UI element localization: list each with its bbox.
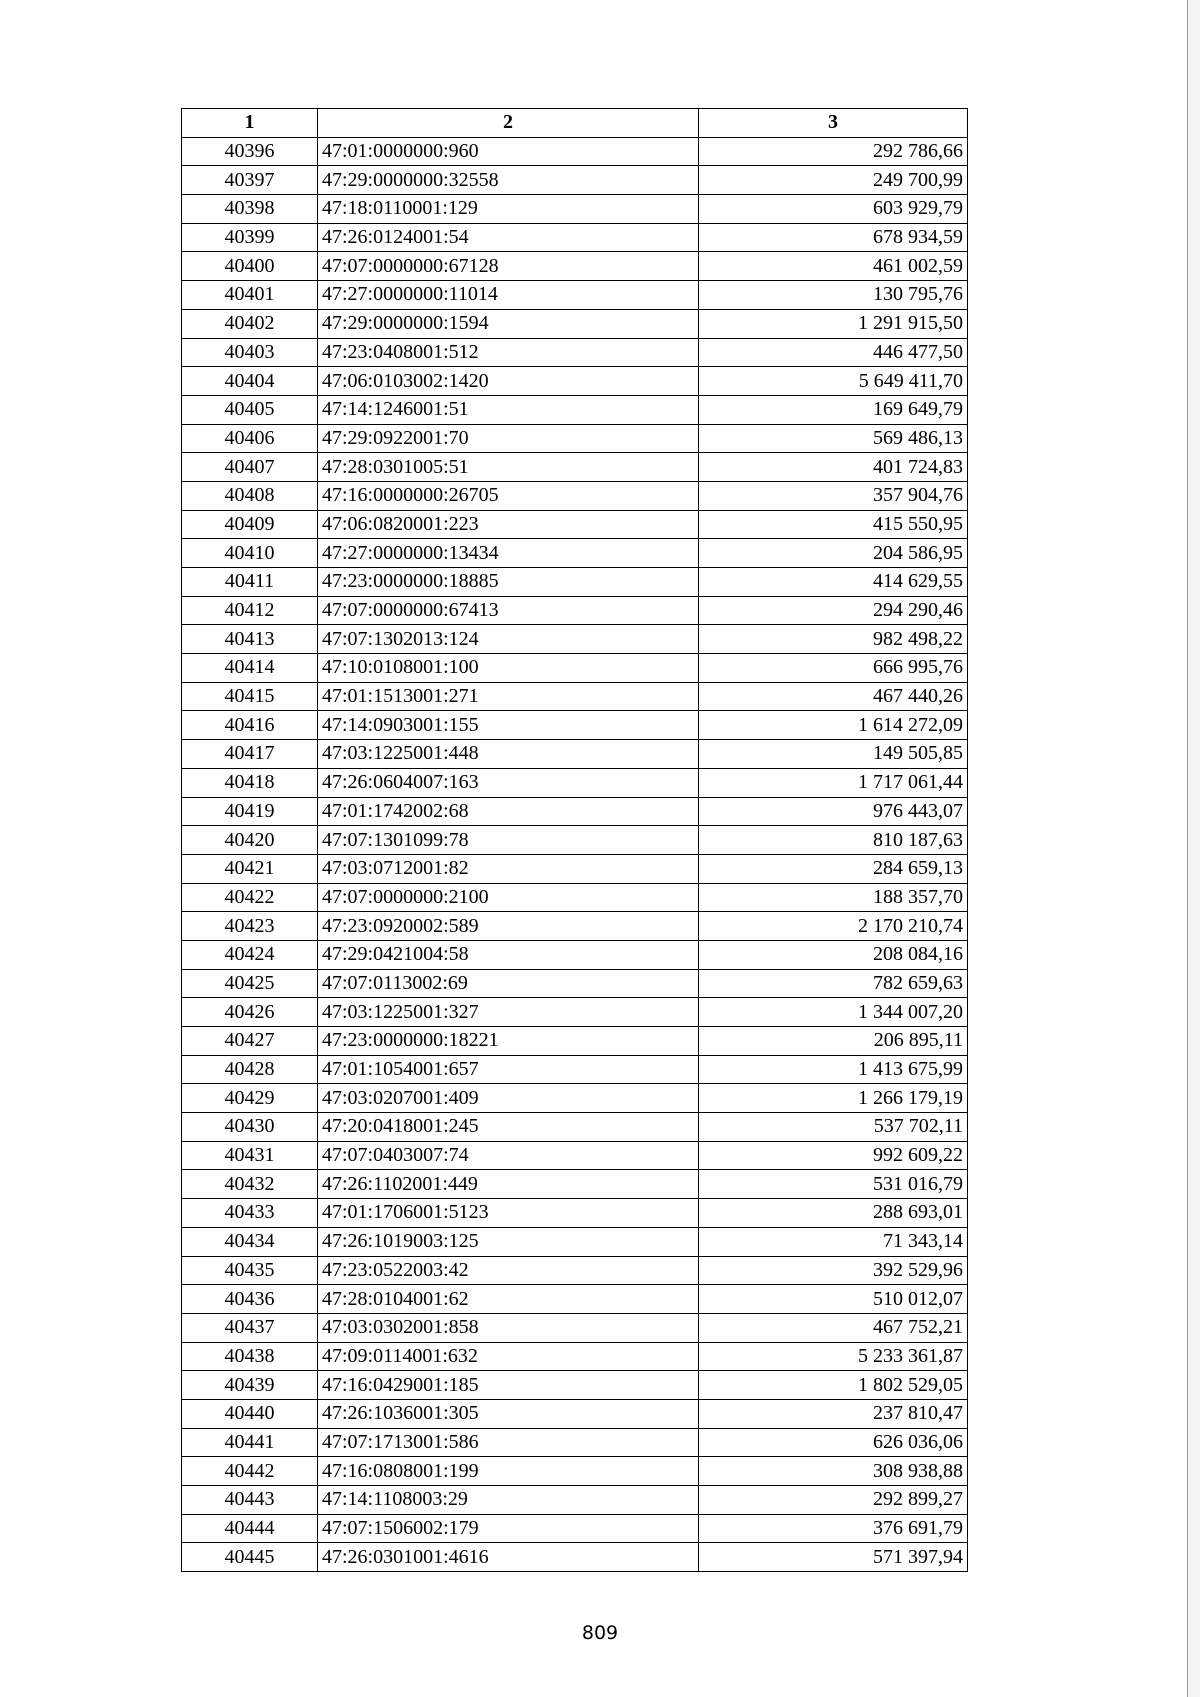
cadastral-number-cell: 47:23:0000000:18221 xyxy=(318,1027,699,1056)
value-cell: 308 938,88 xyxy=(699,1457,968,1486)
table-row xyxy=(182,1199,968,1228)
value-cell: 237 810,47 xyxy=(699,1399,968,1428)
table-row xyxy=(182,481,968,510)
cadastral-number-cell: 47:26:0301001:4616 xyxy=(318,1543,699,1572)
row-number-cell: 40411 xyxy=(182,568,318,597)
row-number-cell: 40438 xyxy=(182,1342,318,1371)
table-row xyxy=(182,1055,968,1084)
value-cell: 149 505,85 xyxy=(699,740,968,769)
cadastral-number-cell: 47:01:1513001:271 xyxy=(318,682,699,711)
cadastral-number-cell: 47:07:1301099:78 xyxy=(318,826,699,855)
row-number-cell: 40414 xyxy=(182,654,318,683)
table-row xyxy=(182,711,968,740)
table-row xyxy=(182,539,968,568)
row-number-cell: 40445 xyxy=(182,1543,318,1572)
value-cell: 376 691,79 xyxy=(699,1514,968,1543)
row-number-cell: 40419 xyxy=(182,797,318,826)
table-row xyxy=(182,998,968,1027)
cadastral-number-cell: 47:07:0000000:67128 xyxy=(318,252,699,281)
value-cell: 294 290,46 xyxy=(699,596,968,625)
value-cell: 461 002,59 xyxy=(699,252,968,281)
value-cell: 467 752,21 xyxy=(699,1313,968,1342)
cadastral-number-cell: 47:28:0104001:62 xyxy=(318,1285,699,1314)
value-cell: 284 659,13 xyxy=(699,854,968,883)
cadastral-number-cell: 47:27:0000000:11014 xyxy=(318,281,699,310)
row-number-cell: 40426 xyxy=(182,998,318,1027)
cadastral-number-cell: 47:03:1225001:327 xyxy=(318,998,699,1027)
row-number-cell: 40425 xyxy=(182,969,318,998)
row-number-cell: 40407 xyxy=(182,453,318,482)
cadastral-number-cell: 47:16:0808001:199 xyxy=(318,1457,699,1486)
cadastral-number-cell: 47:14:1246001:51 xyxy=(318,395,699,424)
row-number-cell: 40418 xyxy=(182,768,318,797)
table-row xyxy=(182,1227,968,1256)
value-cell: 414 629,55 xyxy=(699,568,968,597)
value-cell: 1 614 272,09 xyxy=(699,711,968,740)
row-number-cell: 40404 xyxy=(182,367,318,396)
table-header-row xyxy=(182,109,968,138)
cadastral-number-cell: 47:14:0903001:155 xyxy=(318,711,699,740)
row-number-cell: 40431 xyxy=(182,1141,318,1170)
row-number-cell: 40413 xyxy=(182,625,318,654)
table-row xyxy=(182,1342,968,1371)
cadastral-number-cell: 47:26:1102001:449 xyxy=(318,1170,699,1199)
table-row xyxy=(182,424,968,453)
table-row xyxy=(182,568,968,597)
cadastral-number-cell: 47:23:0522003:42 xyxy=(318,1256,699,1285)
value-cell: 71 343,14 xyxy=(699,1227,968,1256)
value-cell: 5 233 361,87 xyxy=(699,1342,968,1371)
cadastral-number-cell: 47:07:1713001:586 xyxy=(318,1428,699,1457)
table-row xyxy=(182,395,968,424)
cadastral-number-cell: 47:23:0408001:512 xyxy=(318,338,699,367)
value-cell: 976 443,07 xyxy=(699,797,968,826)
value-cell: 357 904,76 xyxy=(699,481,968,510)
value-cell: 992 609,22 xyxy=(699,1141,968,1170)
cadastral-number-cell: 47:14:1108003:29 xyxy=(318,1486,699,1515)
value-cell: 415 550,95 xyxy=(699,510,968,539)
cadastral-number-cell: 47:23:0000000:18885 xyxy=(318,568,699,597)
cadastral-number-cell: 47:07:0403007:74 xyxy=(318,1141,699,1170)
row-number-cell: 40441 xyxy=(182,1428,318,1457)
row-number-cell: 40420 xyxy=(182,826,318,855)
row-number-cell: 40410 xyxy=(182,539,318,568)
table-row xyxy=(182,883,968,912)
cadastral-number-cell: 47:06:0820001:223 xyxy=(318,510,699,539)
row-number-cell: 40416 xyxy=(182,711,318,740)
table-row xyxy=(182,223,968,252)
row-number-cell: 40401 xyxy=(182,281,318,310)
value-cell: 626 036,06 xyxy=(699,1428,968,1457)
cadastral-number-cell: 47:18:0110001:129 xyxy=(318,195,699,224)
value-cell: 292 786,66 xyxy=(699,137,968,166)
table-row xyxy=(182,1141,968,1170)
value-cell: 188 357,70 xyxy=(699,883,968,912)
row-number-cell: 40427 xyxy=(182,1027,318,1056)
row-number-cell: 40405 xyxy=(182,395,318,424)
cadastral-number-cell: 47:01:1742002:68 xyxy=(318,797,699,826)
table-row xyxy=(182,768,968,797)
value-cell: 206 895,11 xyxy=(699,1027,968,1056)
table-row xyxy=(182,309,968,338)
page-number: 809 xyxy=(581,1622,619,1644)
value-cell: 467 440,26 xyxy=(699,682,968,711)
row-number-cell: 40434 xyxy=(182,1227,318,1256)
cadastral-number-cell: 47:01:0000000:960 xyxy=(318,137,699,166)
table-row xyxy=(182,1084,968,1113)
cadastral-number-cell: 47:26:1036001:305 xyxy=(318,1399,699,1428)
page-edge xyxy=(1187,0,1200,1697)
cadastral-number-cell: 47:03:0207001:409 xyxy=(318,1084,699,1113)
cadastral-number-cell: 47:26:1019003:125 xyxy=(318,1227,699,1256)
row-number-cell: 40402 xyxy=(182,309,318,338)
value-cell: 666 995,76 xyxy=(699,654,968,683)
row-number-cell: 40428 xyxy=(182,1055,318,1084)
row-number-cell: 40424 xyxy=(182,940,318,969)
column-header-cadastral-code: 2 xyxy=(318,109,699,138)
value-cell: 603 929,79 xyxy=(699,195,968,224)
table-row xyxy=(182,1113,968,1142)
cadastral-number-cell: 47:20:0418001:245 xyxy=(318,1113,699,1142)
cadastral-number-cell: 47:29:0000000:1594 xyxy=(318,309,699,338)
row-number-cell: 40442 xyxy=(182,1457,318,1486)
row-number-cell: 40396 xyxy=(182,137,318,166)
row-number-cell: 40403 xyxy=(182,338,318,367)
row-number-cell: 40412 xyxy=(182,596,318,625)
row-number-cell: 40440 xyxy=(182,1399,318,1428)
cadastral-number-cell: 47:01:1706001:5123 xyxy=(318,1199,699,1228)
value-cell: 1 291 915,50 xyxy=(699,309,968,338)
value-cell: 208 084,16 xyxy=(699,940,968,969)
table-body xyxy=(182,137,968,1571)
table-row xyxy=(182,1027,968,1056)
table-row xyxy=(182,1457,968,1486)
value-cell: 5 649 411,70 xyxy=(699,367,968,396)
row-number-cell: 40436 xyxy=(182,1285,318,1314)
table-row xyxy=(182,137,968,166)
table-row xyxy=(182,1486,968,1515)
cadastral-number-cell: 47:07:1506002:179 xyxy=(318,1514,699,1543)
cadastral-number-cell: 47:06:0103002:1420 xyxy=(318,367,699,396)
table-row xyxy=(182,1543,968,1572)
value-cell: 571 397,94 xyxy=(699,1543,968,1572)
row-number-cell: 40408 xyxy=(182,481,318,510)
cadastral-number-cell: 47:07:0000000:2100 xyxy=(318,883,699,912)
row-number-cell: 40437 xyxy=(182,1313,318,1342)
value-cell: 510 012,07 xyxy=(699,1285,968,1314)
value-cell: 1 802 529,05 xyxy=(699,1371,968,1400)
cadastral-number-cell: 47:16:0000000:26705 xyxy=(318,481,699,510)
table-row xyxy=(182,1514,968,1543)
cadastral-number-cell: 47:03:0302001:858 xyxy=(318,1313,699,1342)
table-row xyxy=(182,797,968,826)
row-number-cell: 40421 xyxy=(182,854,318,883)
table-row xyxy=(182,1285,968,1314)
table-row xyxy=(182,1313,968,1342)
table-row xyxy=(182,1399,968,1428)
table-row xyxy=(182,912,968,941)
value-cell: 2 170 210,74 xyxy=(699,912,968,941)
row-number-cell: 40439 xyxy=(182,1371,318,1400)
column-header-value: 3 xyxy=(699,109,968,138)
value-cell: 249 700,99 xyxy=(699,166,968,195)
row-number-cell: 40443 xyxy=(182,1486,318,1515)
row-number-cell: 40423 xyxy=(182,912,318,941)
value-cell: 292 899,27 xyxy=(699,1486,968,1515)
row-number-cell: 40397 xyxy=(182,166,318,195)
cadastral-number-cell: 47:26:0604007:163 xyxy=(318,768,699,797)
table-row xyxy=(182,338,968,367)
cadastral-number-cell: 47:16:0429001:185 xyxy=(318,1371,699,1400)
cadastral-number-cell: 47:01:1054001:657 xyxy=(318,1055,699,1084)
table-row xyxy=(182,453,968,482)
row-number-cell: 40430 xyxy=(182,1113,318,1142)
column-header-number: 1 xyxy=(182,109,318,138)
value-cell: 531 016,79 xyxy=(699,1170,968,1199)
row-number-cell: 40409 xyxy=(182,510,318,539)
table-row xyxy=(182,195,968,224)
table-row xyxy=(182,1428,968,1457)
value-cell: 169 649,79 xyxy=(699,395,968,424)
value-cell: 401 724,83 xyxy=(699,453,968,482)
value-cell: 1 413 675,99 xyxy=(699,1055,968,1084)
cadastral-number-cell: 47:29:0000000:32558 xyxy=(318,166,699,195)
table-row xyxy=(182,625,968,654)
table-row xyxy=(182,596,968,625)
row-number-cell: 40415 xyxy=(182,682,318,711)
table-row xyxy=(182,166,968,195)
table-row xyxy=(182,1371,968,1400)
row-number-cell: 40399 xyxy=(182,223,318,252)
table-row xyxy=(182,682,968,711)
cadastral-number-cell: 47:28:0301005:51 xyxy=(318,453,699,482)
value-cell: 1 266 179,19 xyxy=(699,1084,968,1113)
row-number-cell: 40433 xyxy=(182,1199,318,1228)
value-cell: 204 586,95 xyxy=(699,539,968,568)
table-row xyxy=(182,1170,968,1199)
value-cell: 678 934,59 xyxy=(699,223,968,252)
table-row xyxy=(182,969,968,998)
row-number-cell: 40435 xyxy=(182,1256,318,1285)
cadastral-number-cell: 47:07:0000000:67413 xyxy=(318,596,699,625)
cadastral-number-cell: 47:23:0920002:589 xyxy=(318,912,699,941)
value-cell: 782 659,63 xyxy=(699,969,968,998)
cadastral-number-cell: 47:07:1302013:124 xyxy=(318,625,699,654)
value-cell: 537 702,11 xyxy=(699,1113,968,1142)
cadastral-number-cell: 47:29:0922001:70 xyxy=(318,424,699,453)
table-row xyxy=(182,510,968,539)
row-number-cell: 40432 xyxy=(182,1170,318,1199)
cadastral-number-cell: 47:27:0000000:13434 xyxy=(318,539,699,568)
registry-table xyxy=(181,108,968,1572)
cadastral-number-cell: 47:03:1225001:448 xyxy=(318,740,699,769)
value-cell: 982 498,22 xyxy=(699,625,968,654)
table-row xyxy=(182,940,968,969)
row-number-cell: 40398 xyxy=(182,195,318,224)
table-row xyxy=(182,654,968,683)
cadastral-number-cell: 47:07:0113002:69 xyxy=(318,969,699,998)
table-row xyxy=(182,826,968,855)
cadastral-number-cell: 47:09:0114001:632 xyxy=(318,1342,699,1371)
table-row xyxy=(182,740,968,769)
value-cell: 392 529,96 xyxy=(699,1256,968,1285)
cadastral-number-cell: 47:03:0712001:82 xyxy=(318,854,699,883)
table-row xyxy=(182,252,968,281)
row-number-cell: 40417 xyxy=(182,740,318,769)
cadastral-number-cell: 47:26:0124001:54 xyxy=(318,223,699,252)
value-cell: 446 477,50 xyxy=(699,338,968,367)
value-cell: 1 717 061,44 xyxy=(699,768,968,797)
table-row xyxy=(182,1256,968,1285)
row-number-cell: 40444 xyxy=(182,1514,318,1543)
row-number-cell: 40429 xyxy=(182,1084,318,1113)
row-number-cell: 40422 xyxy=(182,883,318,912)
cadastral-number-cell: 47:10:0108001:100 xyxy=(318,654,699,683)
table-row xyxy=(182,281,968,310)
value-cell: 130 795,76 xyxy=(699,281,968,310)
row-number-cell: 40400 xyxy=(182,252,318,281)
value-cell: 1 344 007,20 xyxy=(699,998,968,1027)
value-cell: 810 187,63 xyxy=(699,826,968,855)
row-number-cell: 40406 xyxy=(182,424,318,453)
table-row xyxy=(182,854,968,883)
cadastral-number-cell: 47:29:0421004:58 xyxy=(318,940,699,969)
value-cell: 288 693,01 xyxy=(699,1199,968,1228)
table-row xyxy=(182,367,968,396)
value-cell: 569 486,13 xyxy=(699,424,968,453)
